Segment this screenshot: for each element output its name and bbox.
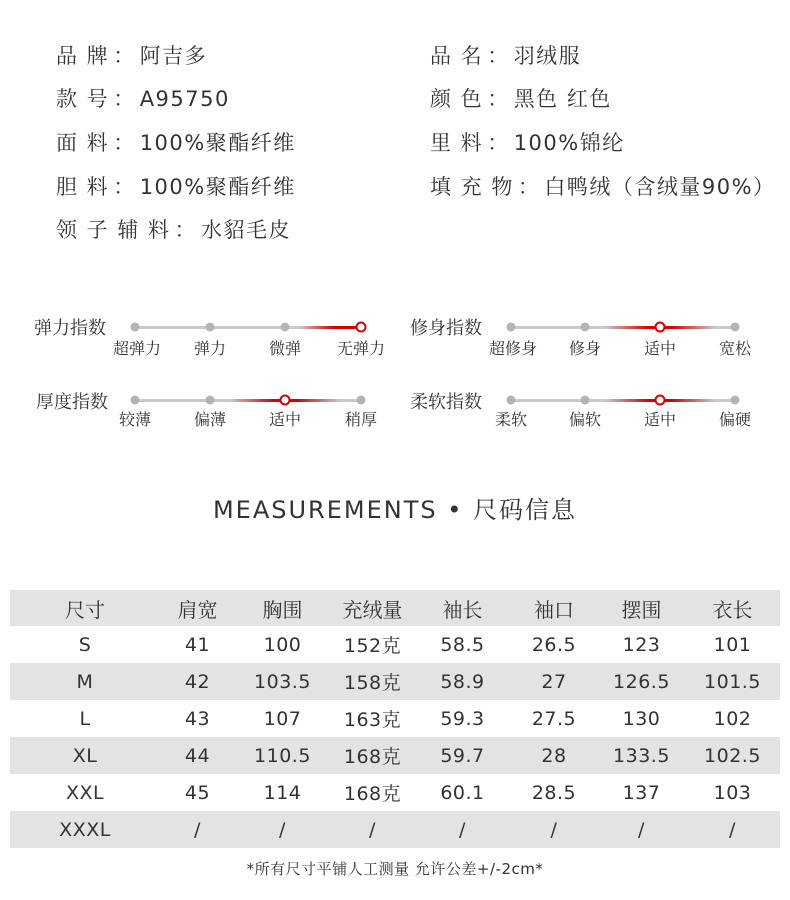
table-cell: 60.1 — [440, 781, 485, 804]
thickness-option: 较薄 — [118, 410, 152, 429]
column-header: 尺寸 — [65, 597, 105, 622]
spec-separator: ： — [113, 131, 136, 155]
table-cell: 58.5 — [440, 633, 485, 656]
table-cell: 163克 — [343, 709, 402, 731]
spec-label: 品 牌 — [56, 44, 110, 68]
column-header: 衣长 — [712, 597, 753, 622]
spec-label: 胆 料 — [56, 175, 110, 199]
spec-brand — [56, 40, 207, 70]
table-cell: M — [76, 670, 94, 693]
thickness-selected-dot — [280, 395, 291, 406]
table-cell: 28 — [541, 744, 567, 767]
table-cell: 158克 — [343, 672, 402, 694]
table-cell: 44 — [184, 744, 211, 767]
table-cell: 58.9 — [440, 670, 485, 693]
table-cell: XXXL — [59, 818, 111, 841]
softness-option: 适中 — [643, 410, 677, 429]
table-cell: / — [729, 818, 736, 841]
column-header: 充绒量 — [342, 597, 403, 622]
elasticity-selected-dot — [356, 322, 367, 333]
table-cell: 45 — [184, 781, 211, 804]
table-cell: 168克 — [343, 746, 402, 768]
fit-index-label: 修身指数 — [410, 318, 482, 339]
elasticity-dot — [206, 323, 215, 332]
table-cell: 42 — [184, 670, 211, 693]
table-cell: 43 — [184, 707, 211, 730]
spec-separator: ： — [113, 175, 136, 199]
column-header: 袖长 — [442, 597, 483, 622]
spec-value: 阿吉多 — [139, 44, 208, 68]
spec-lining — [430, 127, 625, 157]
spec-filling — [430, 171, 776, 201]
elasticity-index-label: 弹力指数 — [34, 318, 106, 339]
thickness-dot — [357, 396, 366, 405]
table-cell: / — [638, 818, 645, 841]
table-row — [10, 700, 780, 737]
spec-separator: ： — [113, 87, 136, 111]
measurements-title-cn: 尺码信息 — [473, 496, 578, 524]
thickness-option: 适中 — [268, 410, 302, 429]
fit-option: 宽松 — [718, 339, 752, 358]
spec-label: 品 名 — [430, 44, 484, 68]
fit-option: 修身 — [568, 339, 602, 358]
table-row — [10, 737, 780, 774]
table-cell: XL — [72, 744, 98, 767]
table-cell: L — [79, 707, 91, 730]
elasticity-option: 无弹力 — [336, 339, 386, 358]
table-cell: 26.5 — [531, 633, 577, 656]
spec-separator: ： — [113, 44, 136, 68]
spec-label: 颜 色 — [430, 87, 484, 111]
thickness-option: 偏薄 — [193, 410, 227, 429]
table-cell: 101.5 — [704, 670, 761, 693]
spec-value: 羽绒服 — [513, 44, 582, 68]
softness-dot — [731, 396, 740, 405]
spec-color — [430, 83, 612, 113]
table-cell: 59.3 — [440, 707, 485, 730]
measurements-title-en: MEASUREMENTS — [212, 496, 438, 524]
table-cell: 102 — [713, 707, 752, 730]
fit-dot — [507, 323, 516, 332]
spec-collar-material — [56, 214, 291, 244]
elasticity-dot — [281, 323, 290, 332]
spec-product-name — [430, 40, 581, 70]
elasticity-dot — [131, 323, 140, 332]
spec-label: 款 号 — [56, 87, 110, 111]
size-table — [10, 590, 780, 848]
table-cell: 103.5 — [254, 670, 311, 693]
table-cell: 100 — [263, 633, 302, 656]
spec-value: 100%聚酯纤维 — [139, 131, 296, 155]
softness-option: 偏硬 — [718, 410, 752, 429]
spec-label: 里 料 — [430, 131, 484, 155]
fit-option: 超修身 — [488, 339, 538, 358]
spec-separator: ： — [517, 175, 541, 199]
spec-separator: ： — [487, 131, 510, 155]
table-cell: 133.5 — [613, 744, 670, 767]
measurements-title — [0, 490, 790, 525]
fit-selected-dot — [655, 322, 666, 333]
spec-label: 面 料 — [56, 131, 110, 155]
table-cell: 137 — [622, 781, 661, 804]
spec-value: 100%聚酯纤维 — [139, 175, 296, 199]
spec-value: A95750 — [139, 87, 230, 111]
spec-separator: ： — [487, 44, 510, 68]
table-cell: / — [279, 818, 286, 841]
table-cell: 101 — [713, 633, 752, 656]
table-cell: 130 — [622, 707, 661, 730]
fit-dot — [581, 323, 590, 332]
table-cell: S — [78, 633, 92, 656]
fit-dot — [731, 323, 740, 332]
table-cell: 152克 — [343, 635, 402, 657]
elasticity-option: 微弹 — [268, 339, 302, 358]
table-cell: / — [194, 818, 201, 841]
table-cell: 41 — [184, 633, 211, 656]
table-header-row — [10, 590, 780, 626]
measurement-note: *所有尺寸平铺人工测量 允许公差+/-2cm* — [246, 860, 544, 878]
softness-dot — [581, 396, 590, 405]
table-cell: 103 — [713, 781, 752, 804]
table-cell: 59.7 — [440, 744, 485, 767]
thickness-option: 稍厚 — [344, 410, 378, 429]
spec-separator: ： — [174, 218, 198, 242]
title-bullet: • — [447, 496, 464, 524]
softness-option: 偏软 — [568, 410, 602, 429]
spec-style-number — [56, 83, 230, 113]
elasticity-option: 弹力 — [193, 339, 227, 358]
table-row — [10, 774, 780, 811]
table-cell: XXL — [65, 781, 105, 804]
table-row — [10, 811, 780, 848]
softness-option: 柔软 — [494, 410, 528, 429]
table-row — [10, 626, 780, 663]
softness-index-label: 柔软指数 — [410, 392, 482, 413]
spec-value: 黑色 红色 — [513, 87, 612, 111]
table-cell: 126.5 — [613, 670, 670, 693]
spec-value: 水貂毛皮 — [201, 218, 292, 242]
spec-label: 填 充 物 — [430, 175, 514, 199]
softness-selected-dot — [655, 395, 666, 406]
table-cell: / — [550, 818, 558, 841]
column-header: 胸围 — [262, 597, 303, 622]
table-cell: 27.5 — [531, 707, 577, 730]
column-header: 摆围 — [621, 597, 662, 622]
table-cell: 107 — [263, 707, 302, 730]
thickness-dot — [206, 396, 215, 405]
table-cell: 27 — [541, 670, 567, 693]
spec-separator: ： — [487, 87, 510, 111]
table-cell: 28.5 — [531, 781, 577, 804]
table-cell: 114 — [263, 781, 302, 804]
table-cell: / — [459, 818, 466, 841]
elasticity-option: 超弹力 — [112, 339, 162, 358]
table-cell: 123 — [622, 633, 661, 656]
table-cell: / — [369, 818, 376, 841]
thickness-dot — [131, 396, 140, 405]
spec-value: 白鸭绒（含绒量90%） — [544, 175, 776, 199]
softness-dot — [507, 396, 516, 405]
elasticity-highlight — [300, 326, 361, 329]
column-header: 肩宽 — [177, 597, 218, 622]
table-cell: 102.5 — [704, 744, 761, 767]
fit-option: 适中 — [643, 339, 677, 358]
spec-fabric — [56, 127, 296, 157]
thickness-index-label: 厚度指数 — [36, 392, 108, 413]
table-cell: 110.5 — [254, 744, 311, 767]
spec-label: 领 子 辅 料 — [56, 218, 171, 242]
table-cell: 168克 — [343, 783, 402, 805]
table-row — [10, 663, 780, 700]
spec-value: 100%锦纶 — [513, 131, 625, 155]
spec-inner-shell — [56, 171, 296, 201]
column-header: 袖口 — [534, 597, 574, 622]
